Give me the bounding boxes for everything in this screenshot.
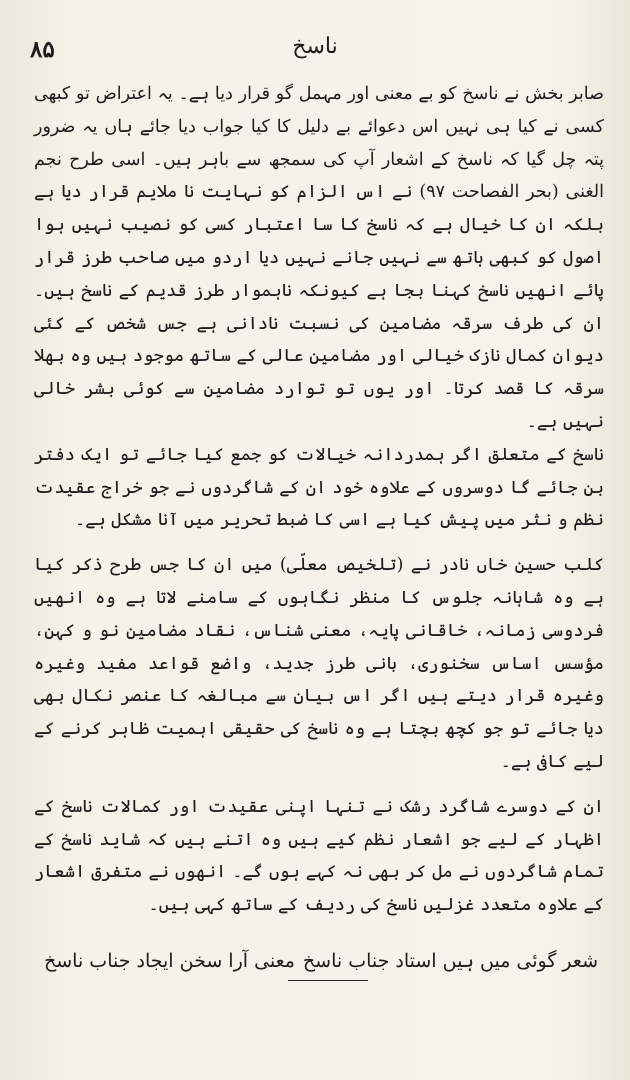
paragraph-kalb-husain-nadir: کلب حسین خاں نادر نے (تلخیص معلّی) میں ان کا جس طرح ذکر کیا ہے وہ شاہانہ جلوس کا منظر نگاہوں کے سامنے لاتا ہے وہ انھیں فردوسی زمانہ، خاقانی پایہ، معنی شناس، نقاد مضامین نو و کہن، مؤسس اساس سخنوری، بانی طرز جدید، واضع قواعد مفید وغیرہ وغیرہ قرار دیتے ہیں اگر اس بیان سے مبالغہ کا عنصر نکال بھی دیا جائے تو جو کچھ بچتا ہے وہ ناسخ کی حقیقی اہمیت ظاہر کرنے کے لیے کافی ہے۔ (34, 555, 604, 772)
page-number: ۸۵ (30, 36, 55, 63)
paragraph-rashk: ان کے دوسرے شاگرد رشک نے تنہا اپنی عقیدت اور کمالات ناسخ کے اظہار کے لیے جو اشعار نظم کیے ہیں وہ اتنے ہیں کہ شاید ناسخ کے تمام شاگردوں نے مل کر بھی نہ کہے ہوں گے۔ انھوں نے متفرق اشعار کے علاوہ متعدد غزلیں ناسخ کی ردیف کے ساتھ کہی ہیں۔ (34, 796, 604, 916)
running-title: ناسخ (292, 34, 338, 59)
verse-couplet (30, 950, 610, 990)
body-text (34, 78, 604, 922)
verse-first-hemistich: شعر گوئی میں ہیں استاد جناب ناسخ (302, 950, 598, 972)
paragraph-sympathetic-views: ناسخ کے متعلق اگر ہمدردانہ خیالات کو جمع کیا جائے تو ایک دفتر بن جائے گا دوسروں کے علاوہ خود ان کے شاگردوں نے جو خراج عقیدت نظم و نثر میں پیش کیا ہے اسی کا ضبط تحریر میں آنا مشکل ہے۔ (34, 444, 604, 531)
verse-second-hemistich: معنی آرا سخن ایجاد جناب ناسخ (44, 950, 295, 972)
page-header (0, 34, 630, 74)
verse-divider (288, 980, 368, 981)
paragraph-sabir-bakhsh: صابر بخش نے ناسخ کو بے معنی اور مہمل گو قرار دیا ہے۔ یہ اعتراض تو کبھی کسی نے کیا ہی نہیں اس دعوائے بے دلیل کا کیا جواب دیا جائے ہاں یہ ضرور پتہ چل گیا کہ ناسخ کے اشعار آپ کی سمجھ سے باہر ہیں۔ اسی طرح نجم الغنی (بحر الفصاحت ۹۷) نے اس الزام کو نہایت نا ملایم قرار دیا ہے بلکہ ان کا خیال ہے کہ ناسخ کا سا اعتبار کسی کو نصیب نہیں ہوا اصول کو کبھی ہاتھ سے نہیں جانے نہیں دیا اردو میں صاحب طرز قرار پائے انھیں ناسخ کہنا بجا ہے کیونکہ ناہموار طرز قدیم کے ناسخ ہیں۔ ان کی طرف سرقہ مضامین کی نسبت نادانی ہے جس شخص کے کئی دیوان کمال نازک خیالی اور مضامین عالی کے ساتھ موجود ہیں وہ بھلا سرقہ کا قصد کرتا۔ اور یوں تو توارد مضامین سے کوئی بشر خالی نہیں ہے۔ (34, 84, 604, 432)
